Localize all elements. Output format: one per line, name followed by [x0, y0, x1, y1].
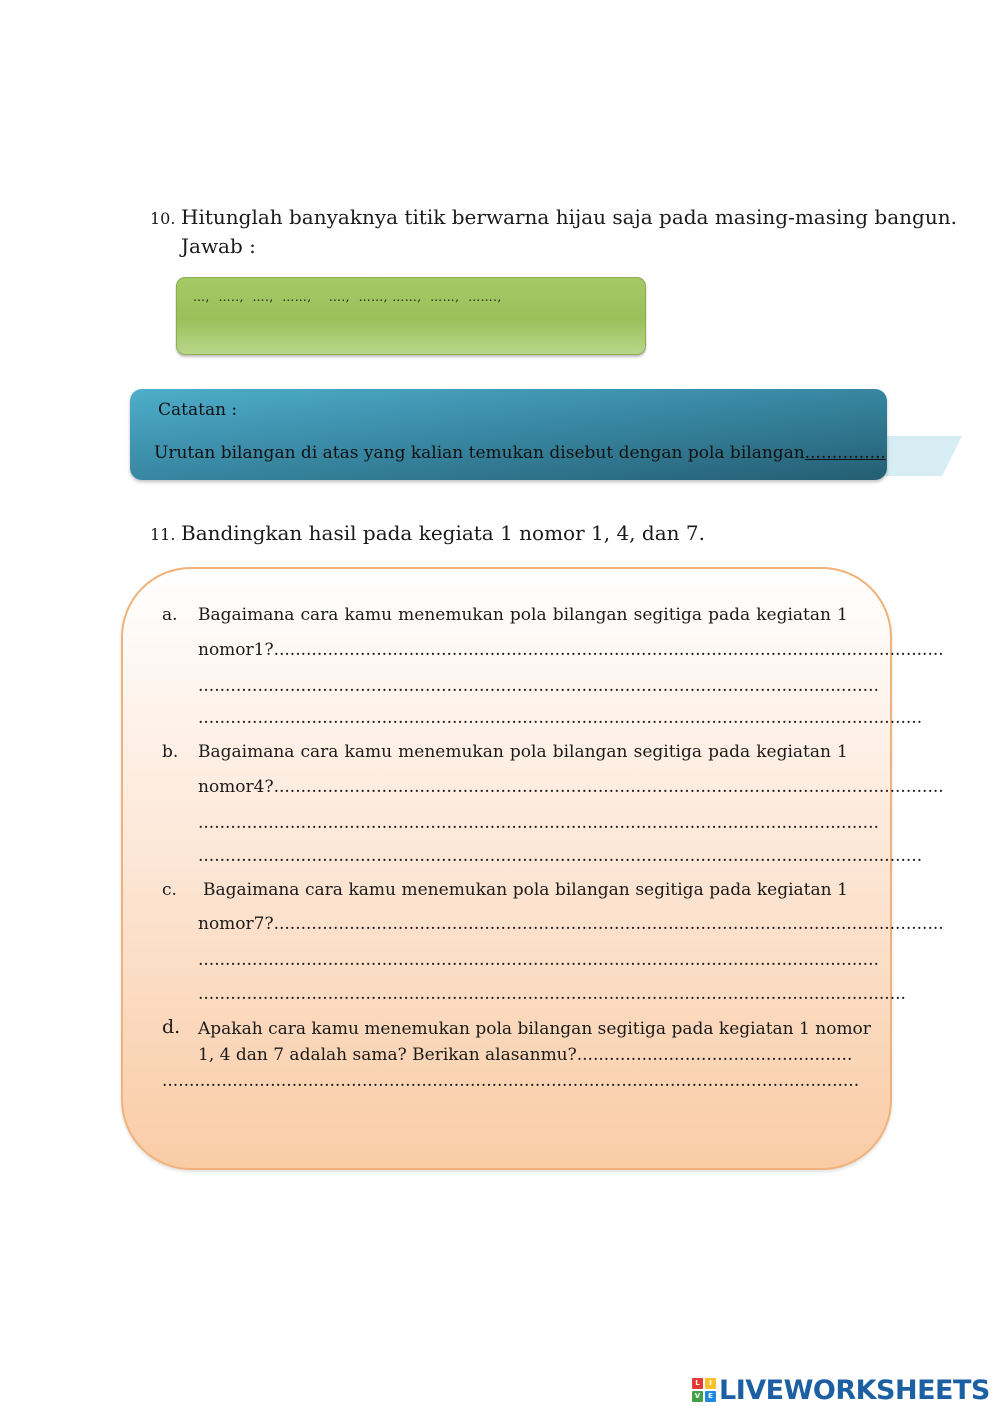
item-b-answer-line-2[interactable]: .............................................................................................................................. [198, 813, 879, 833]
logo-squares-icon: L I V E [692, 1378, 716, 1402]
item-a-answer-line-3[interactable]: ...................................................................................................................................... [198, 708, 923, 728]
item-d-answer-line[interactable]: ................................................................................................................................. [162, 1071, 860, 1091]
item-d-question-line-1: Apakah cara kamu menemukan pola bilangan segitiga pada kegiatan 1 nomor [198, 1019, 871, 1039]
word: bilangan [554, 880, 630, 900]
word: cara [300, 605, 339, 625]
word: kamu [344, 742, 393, 762]
answer-box-green[interactable] [176, 277, 646, 355]
word: menemukan [398, 742, 504, 762]
word: kegiatan [756, 742, 831, 762]
item-c-letter: c. [162, 880, 177, 900]
word: segitiga [633, 742, 702, 762]
question-11-number: 11. [150, 525, 176, 544]
word: menemukan [401, 880, 508, 900]
word: bilangan [552, 605, 628, 625]
item-d-question-line-2[interactable]: 1, 4 dan 7 adalah sama? Berikan alasanmu?................................................... [198, 1045, 853, 1065]
question-10-jawab-label: Jawab : [181, 234, 256, 258]
word: pola [509, 605, 547, 625]
item-a-question [198, 605, 848, 625]
word: kegiatan [756, 605, 831, 625]
item-b-answer-line-1[interactable]: nomor4?............................................................................................................................ [198, 777, 944, 797]
answer-blanks[interactable]: …, ….., …., ……, …., ……, ……, ……, ……., [193, 290, 502, 304]
word: kamu [348, 880, 396, 900]
word: bilangan [552, 742, 628, 762]
word: pada [708, 742, 751, 762]
word: pola [512, 880, 550, 900]
catatan-sentence: Urutan bilangan di atas yang kalian temukan disebut dengan pola bilangan [154, 443, 805, 463]
word: 1 [837, 605, 848, 625]
word: Bagaimana [203, 880, 300, 900]
word: segitiga [635, 880, 704, 900]
question-10-number: 10. [150, 209, 176, 228]
word: cara [304, 880, 343, 900]
catatan-blank[interactable]: ............... [804, 443, 886, 463]
word: Bagaimana [198, 742, 295, 762]
word: pada [709, 880, 752, 900]
item-c-answer-line-1[interactable]: nomor7?............................................................................................................................ [198, 914, 944, 934]
item-b-letter: b. [162, 742, 179, 762]
word: 1 [837, 880, 848, 900]
word: Bagaimana [198, 605, 295, 625]
item-a-answer-line-1[interactable]: nomor1?............................................................................................................................ [198, 640, 944, 660]
word: kamu [344, 605, 393, 625]
item-d-letter: d. [162, 1016, 181, 1038]
word: menemukan [398, 605, 504, 625]
catatan-label: Catatan : [158, 400, 238, 420]
liveworksheets-logo[interactable] [692, 1375, 990, 1405]
word: pada [708, 605, 751, 625]
question-11-text: Bandingkan hasil pada kegiata 1 nomor 1, 4, dan 7. [181, 521, 705, 545]
item-a-letter: a. [162, 605, 178, 625]
item-c-answer-line-2[interactable]: .............................................................................................................................. [198, 950, 879, 970]
item-c-question [203, 880, 848, 900]
catatan-text [154, 443, 886, 463]
item-c-answer-line-3[interactable]: ................................................................................................................................... [198, 984, 906, 1004]
item-a-answer-line-2[interactable]: .............................................................................................................................. [198, 676, 879, 696]
question-10-text: Hitunglah banyaknya titik berwarna hijau saja pada masing-masing bangun. [181, 205, 957, 229]
catatan-note-box [130, 389, 887, 480]
word: 1 [837, 742, 848, 762]
word: cara [300, 742, 339, 762]
item-b-answer-line-3[interactable]: ...................................................................................................................................... [198, 846, 923, 866]
word: segitiga [633, 605, 702, 625]
callout-tail-shape [880, 434, 962, 478]
item-b-question [198, 742, 848, 762]
word: pola [509, 742, 547, 762]
word: kegiatan [756, 880, 832, 900]
logo-text: LIVEWORKSHEETS [719, 1374, 990, 1406]
